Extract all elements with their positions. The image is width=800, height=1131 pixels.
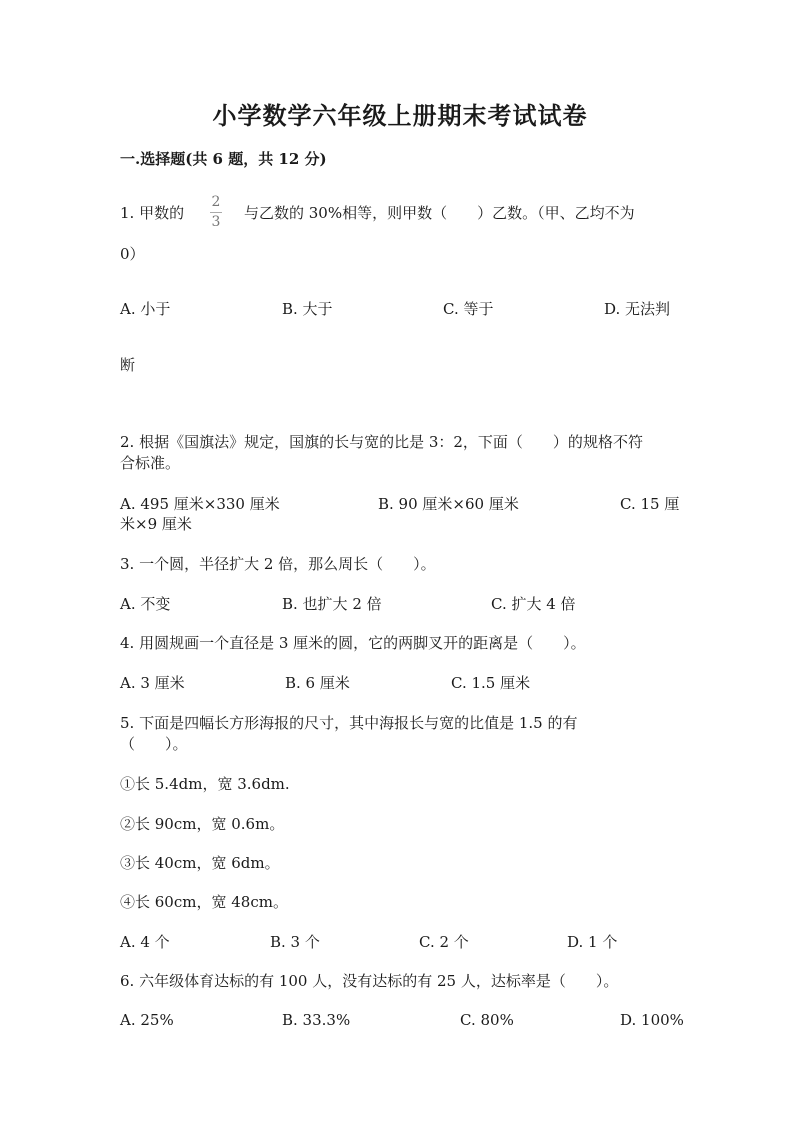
q2-option-c: C. 15 厘 <box>620 495 680 513</box>
q1-option-b: B. 大于 <box>282 300 333 318</box>
q4-option-c: C. 1.5 厘米 <box>451 674 531 692</box>
q1-fraction-numerator: 2 <box>211 194 221 210</box>
q6-option-b: B. 33.3% <box>282 1011 351 1029</box>
q5-option-a: A. 4 个 <box>120 933 170 951</box>
q2-option-b: B. 90 厘米×60 厘米 <box>378 495 519 513</box>
q5-line-2: （ ）。 <box>120 735 188 753</box>
q5-option-c: C. 2 个 <box>419 933 469 951</box>
q5-item-4: ④长 60cm，宽 48cm。 <box>120 893 288 911</box>
q5-item-3: ③长 40cm，宽 6dm。 <box>120 854 280 872</box>
page-title: 小学数学六年级上册期末考试试卷 <box>212 101 588 130</box>
q4-option-a: A. 3 厘米 <box>120 674 185 692</box>
q3-text: 3. 一个圆，半径扩大 2 倍，那么周长（ ）。 <box>120 555 436 573</box>
q2-line-2: 合标准。 <box>120 454 181 472</box>
q3-option-a: A. 不变 <box>120 595 171 613</box>
q2-option-continuation: 米×9 厘米 <box>120 515 192 533</box>
q6-option-c: C. 80% <box>460 1011 514 1029</box>
q1-fraction <box>206 194 226 231</box>
q1-fraction-denominator: 3 <box>211 214 221 230</box>
q6-option-a: A. 25% <box>120 1011 174 1029</box>
q1-option-c: C. 等于 <box>443 300 494 318</box>
q6-text: 6. 六年级体育达标的有 100 人，没有达标的有 25 人，达标率是（ ）。 <box>120 972 619 990</box>
q4-text: 4. 用圆规画一个直径是 3 厘米的圆，它的两脚叉开的距离是（ ）。 <box>120 634 586 652</box>
q1-suffix: 与乙数的 30%相等，则甲数（ ）乙数。（甲、乙均不为 <box>244 204 635 222</box>
q5-item-1: ①长 5.4dm，宽 3.6dm. <box>120 775 290 793</box>
q1-option-continuation: 断 <box>120 356 136 374</box>
q2-line-1: 2. 根据《国旗法》规定，国旗的长与宽的比是 3：2，下面（ ）的规格不符 <box>120 433 643 451</box>
q1-option-a: A. 小于 <box>120 300 171 318</box>
q4-option-b: B. 6 厘米 <box>285 674 350 692</box>
q1-continuation: 0） <box>120 245 145 263</box>
q3-option-c: C. 扩大 4 倍 <box>491 595 576 613</box>
q1-prefix: 1. 甲数的 <box>120 204 185 222</box>
q5-line-1: 5. 下面是四幅长方形海报的尺寸，其中海报长与宽的比值是 1.5 的有 <box>120 714 578 732</box>
q5-option-d: D. 1 个 <box>567 933 618 951</box>
section-heading: 一.选择题(共 6 题，共 12 分) <box>120 150 327 168</box>
q2-option-a: A. 495 厘米×330 厘米 <box>120 495 280 513</box>
q3-option-b: B. 也扩大 2 倍 <box>282 595 382 613</box>
q6-option-d: D. 100% <box>620 1011 684 1029</box>
q5-item-2: ②长 90cm，宽 0.6m。 <box>120 815 285 833</box>
fraction-bar <box>210 212 222 213</box>
q1-option-d: D. 无法判 <box>604 300 671 318</box>
q5-option-b: B. 3 个 <box>270 933 320 951</box>
